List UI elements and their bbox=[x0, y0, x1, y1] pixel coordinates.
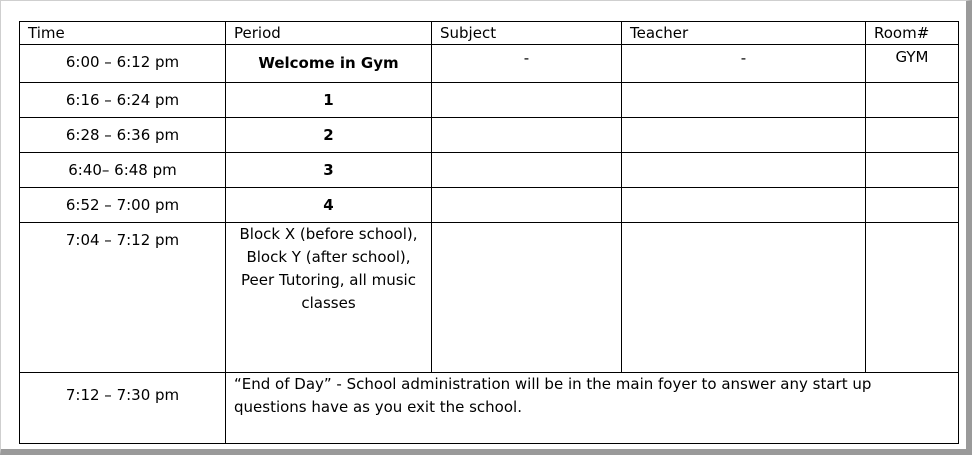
teacher-cell bbox=[622, 188, 866, 223]
end-of-day-row bbox=[20, 373, 959, 444]
time-cell: 7:12 – 7:30 pm bbox=[20, 373, 226, 444]
teacher-cell: - bbox=[622, 45, 866, 83]
subject-cell bbox=[432, 83, 622, 118]
period-cell: Welcome in Gym bbox=[226, 45, 432, 83]
schedule-table bbox=[19, 21, 959, 444]
table-row bbox=[20, 83, 959, 118]
room-cell bbox=[866, 188, 959, 223]
room-cell: GYM bbox=[866, 45, 959, 83]
note-text-line: “End of Day” - School administration will be in the main foyer to answer any start up bbox=[234, 375, 872, 393]
period-cell: 1 bbox=[226, 83, 432, 118]
teacher-cell bbox=[622, 118, 866, 153]
subject-cell bbox=[432, 223, 622, 373]
header-time: Time bbox=[20, 22, 226, 45]
room-cell bbox=[866, 223, 959, 373]
room-cell bbox=[866, 153, 959, 188]
subject-cell bbox=[432, 118, 622, 153]
room-cell bbox=[866, 118, 959, 153]
period-text-line: Block X (before school), bbox=[239, 225, 418, 243]
room-cell bbox=[866, 83, 959, 118]
period-cell bbox=[226, 223, 432, 373]
time-cell: 6:40– 6:48 pm bbox=[20, 153, 226, 188]
header-row bbox=[20, 22, 959, 45]
header-period: Period bbox=[226, 22, 432, 45]
note-text-line: questions have as you exit the school. bbox=[234, 398, 522, 416]
period-cell: 2 bbox=[226, 118, 432, 153]
subject-cell: - bbox=[432, 45, 622, 83]
header-room: Room# bbox=[866, 22, 959, 45]
end-of-day-note bbox=[226, 373, 959, 444]
teacher-cell bbox=[622, 223, 866, 373]
teacher-cell bbox=[622, 153, 866, 188]
period-text-line: Peer Tutoring, all music bbox=[241, 271, 416, 289]
table-row bbox=[20, 118, 959, 153]
time-cell: 6:52 – 7:00 pm bbox=[20, 188, 226, 223]
time-cell: 6:28 – 6:36 pm bbox=[20, 118, 226, 153]
period-cell: 3 bbox=[226, 153, 432, 188]
teacher-cell bbox=[622, 83, 866, 118]
table-row bbox=[20, 223, 959, 373]
time-cell: 7:04 – 7:12 pm bbox=[20, 223, 226, 373]
time-cell: 6:00 – 6:12 pm bbox=[20, 45, 226, 83]
table-row bbox=[20, 45, 959, 83]
subject-cell bbox=[432, 153, 622, 188]
table-row bbox=[20, 153, 959, 188]
table-row bbox=[20, 188, 959, 223]
period-cell: 4 bbox=[226, 188, 432, 223]
header-subject: Subject bbox=[432, 22, 622, 45]
subject-cell bbox=[432, 188, 622, 223]
header-teacher: Teacher bbox=[622, 22, 866, 45]
period-text-line: Block Y (after school), bbox=[246, 248, 411, 266]
time-cell: 6:16 – 6:24 pm bbox=[20, 83, 226, 118]
period-text-line: classes bbox=[301, 294, 356, 312]
